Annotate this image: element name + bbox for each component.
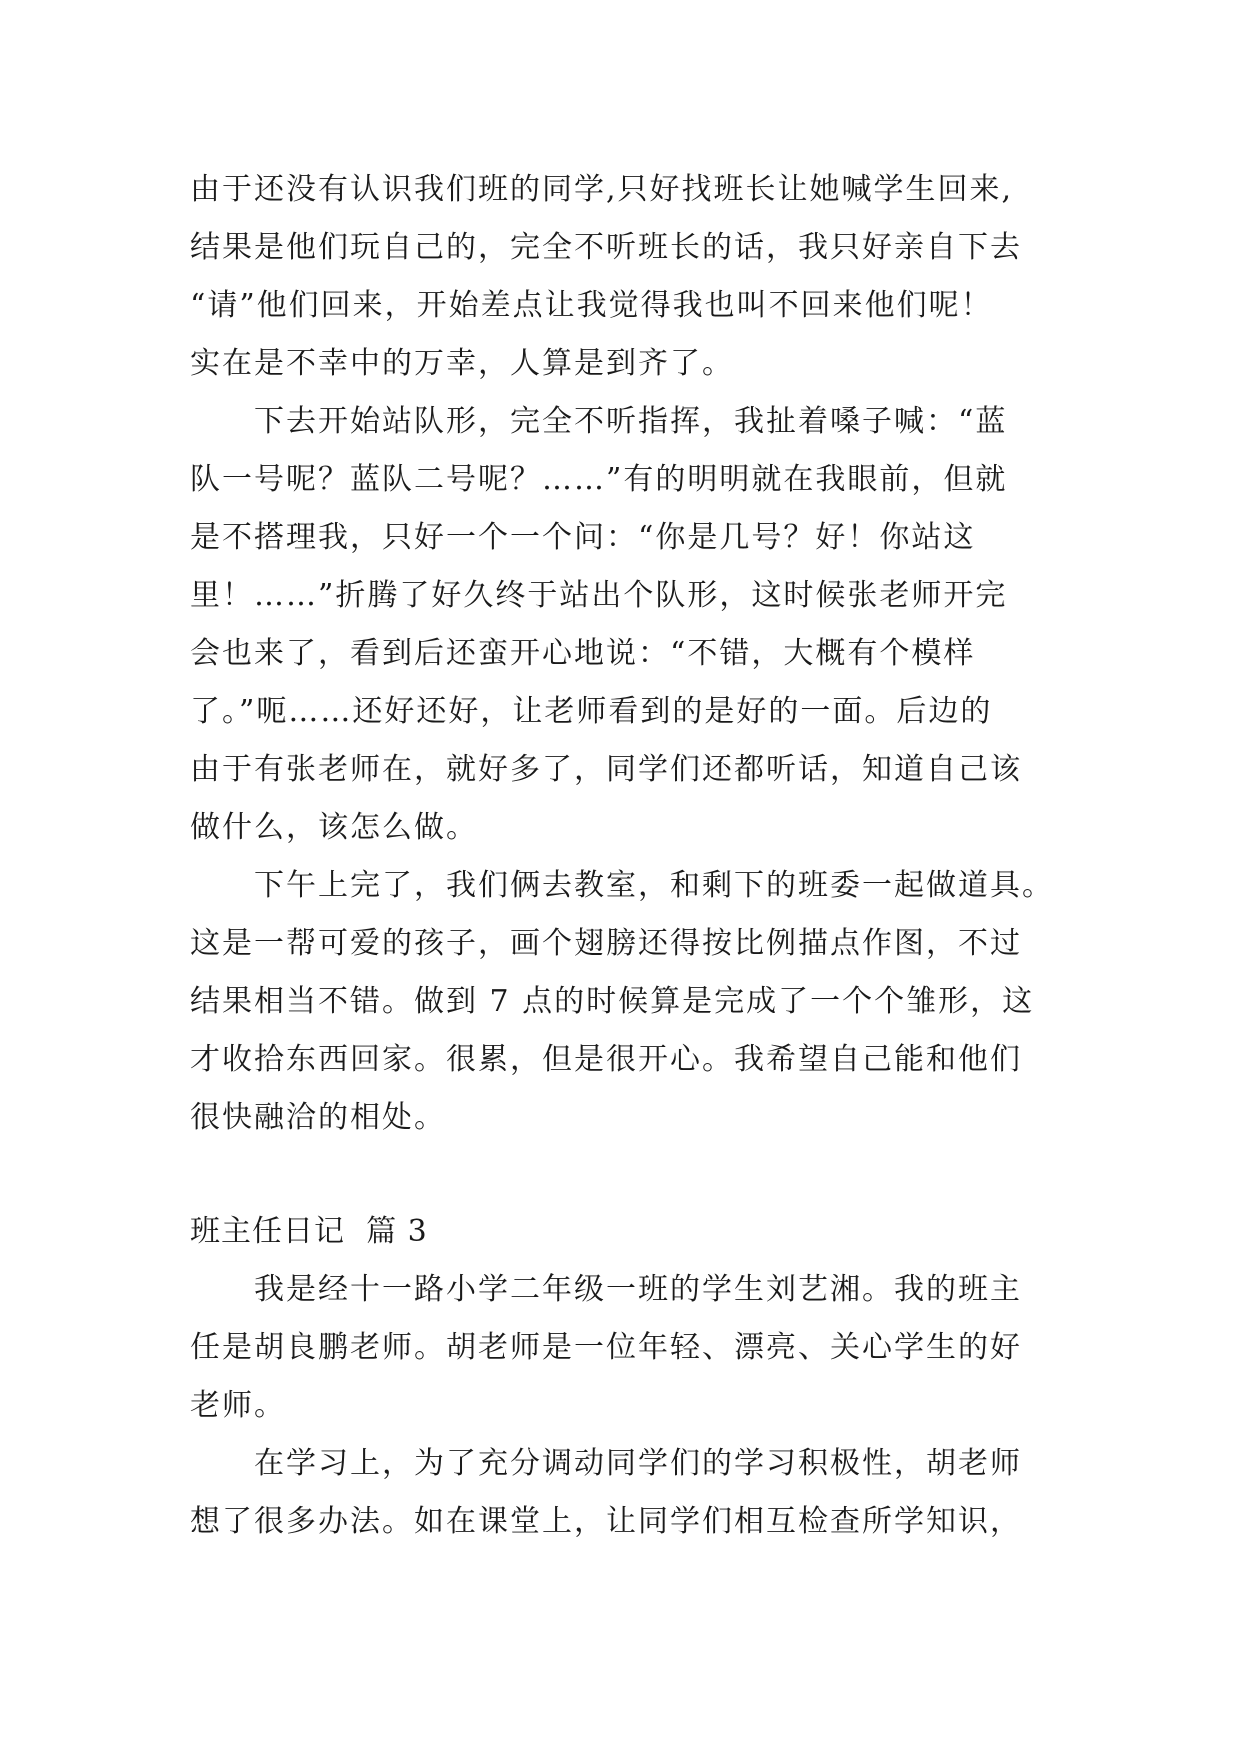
paragraph-line: 结果是他们玩自己的，完全不听班长的话，我只好亲自下去: [190, 230, 1022, 265]
paragraph-line: 实在是不幸中的万幸，人算是到齐了。: [190, 346, 734, 381]
section-title: 班主任日记 篇 3: [190, 1214, 428, 1249]
paragraph-line: 里！……”折腾了好久终于站出个队形，这时候张老师开完: [190, 578, 1008, 613]
paragraph-line: “请”他们回来，开始差点让我觉得我也叫不回来他们呢！: [190, 288, 993, 323]
paragraph-line: 很快融洽的相处。: [190, 1100, 446, 1135]
paragraph-line: 想了很多办法。如在课堂上，让同学们相互检查所学知识，: [190, 1504, 1022, 1539]
paragraph-line: 才收拾东西回家。很累，但是很开心。我希望自己能和他们: [190, 1042, 1022, 1077]
paragraph-line: 在学习上，为了充分调动同学们的学习积极性，胡老师: [254, 1446, 1022, 1481]
paragraph-line: 做什么，该怎么做。: [190, 810, 478, 845]
paragraph-line: 我是经十一路小学二年级一班的学生刘艺湘。我的班主: [254, 1272, 1022, 1307]
paragraph-line: 了。”呃……还好还好，让老师看到的是好的一面。后边的: [190, 694, 993, 729]
paragraph-line: 由于有张老师在，就好多了，同学们还都听话，知道自己该: [190, 752, 1022, 787]
paragraph-line: 队一号呢？蓝队二号呢？……”有的明明就在我眼前，但就: [190, 462, 1008, 497]
paragraph-line: 是不搭理我，只好一个一个问：“你是几号？好！你站这: [190, 520, 976, 555]
paragraph-line: 老师。: [190, 1388, 286, 1423]
paragraph-line: 下午上完了，我们俩去教室，和剩下的班委一起做道具。: [254, 868, 1054, 903]
paragraph-line: 下去开始站队形，完全不听指挥，我扯着嗓子喊：“蓝: [254, 404, 1008, 439]
paragraph-line: 结果相当不错。做到 7 点的时候算是完成了一个个雏形，这: [190, 984, 1035, 1019]
paragraph-line: 任是胡良鹏老师。胡老师是一位年轻、漂亮、关心学生的好: [190, 1330, 1022, 1365]
paragraph-line: 由于还没有认识我们班的同学,只好找班长让她喊学生回来,: [190, 172, 1014, 207]
paragraph-line: 会也来了，看到后还蛮开心地说：“不错，大概有个模样: [190, 636, 976, 671]
paragraph-line: 这是一帮可爱的孩子，画个翅膀还得按比例描点作图，不过: [190, 926, 1022, 961]
